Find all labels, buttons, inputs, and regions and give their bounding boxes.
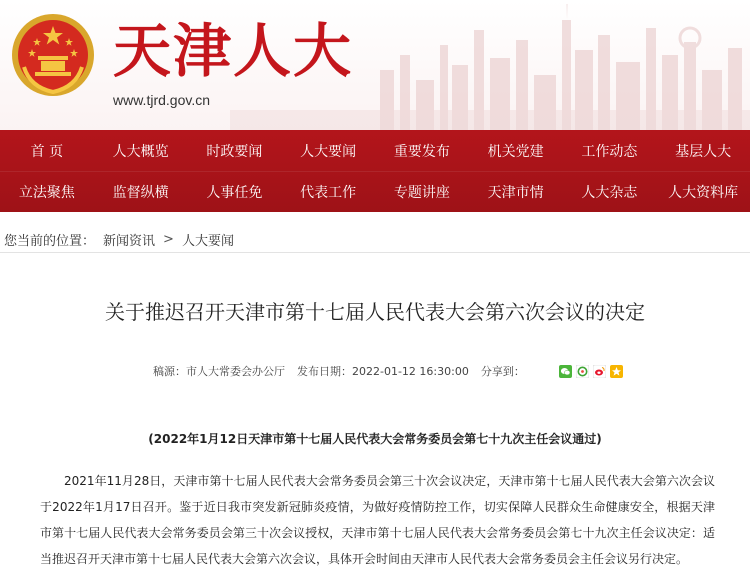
nav-item-home[interactable]: 首 页 <box>30 143 64 160</box>
nav-item-work-updates[interactable]: 工作动态 <box>581 143 638 160</box>
wechat-icon[interactable] <box>559 365 572 378</box>
nav-item-overview[interactable]: 人大概览 <box>112 143 169 160</box>
nav-row-1 <box>0 130 750 171</box>
site-title: 天津人大 <box>113 17 354 85</box>
nav-item-npc-news[interactable]: 人大要闻 <box>300 143 357 160</box>
article-source: 稿源：市人大常委会办公厅 <box>153 365 285 378</box>
nav-item-supervision[interactable]: 监督纵横 <box>112 185 169 201</box>
site-url: www.tjrd.gov.cn <box>113 92 210 108</box>
article-subhead: (2022年1月12日天津市第十七届人民代表大会常务委员会第七十九次主任会议通过) <box>148 432 602 446</box>
qzone-icon[interactable] <box>610 365 623 378</box>
nav-item-appointments[interactable]: 人事任免 <box>206 185 263 201</box>
nav-row-2 <box>0 171 750 212</box>
breadcrumb-link-news[interactable]: 新闻资讯 <box>103 234 156 249</box>
nav-item-deputy-work[interactable]: 代表工作 <box>300 185 357 201</box>
national-emblem-icon <box>10 12 96 98</box>
article-meta <box>153 363 623 379</box>
nav-item-database[interactable]: 人大资料库 <box>668 185 739 201</box>
nav-item-grassroots[interactable]: 基层人大 <box>675 143 732 160</box>
breadcrumb <box>0 227 750 253</box>
nav-item-lectures[interactable]: 专题讲座 <box>393 185 450 201</box>
article-date: 发布日期：2022-01-12 16:30:00 <box>297 365 469 378</box>
weibo-icon[interactable] <box>593 365 606 378</box>
breadcrumb-prefix: 您当前的位置： <box>4 234 96 249</box>
article-title: 关于推迟召开天津市第十七届人民代表大会第六次会议的决定 <box>105 300 645 324</box>
nav-item-legislation[interactable]: 立法聚焦 <box>18 185 75 201</box>
nav-item-magazine[interactable]: 人大杂志 <box>581 185 638 201</box>
article-body: 2021年11月28日，天津市第十七届人民代表大会常务委员会第三十次会议决定，天津市第十七届人民代表大会第六次会议于2022年1月17日召开。鉴于近日我市突发新冠肺炎疫情，为做好疫情防控工作，切实保障人民群众生命健康安全，根据天津市第十七届人民代表大会常务委员会第三十次会议授权，天津市第十七届人民代表大会常务委员会第七十九次主任会议决定：适当推迟召开天津市第十七届人民代表大会第六次会议，具体开会时间由天津市人民代表大会常务委员会主任会议另行决定。 <box>40 474 715 566</box>
main-navigation <box>0 130 750 212</box>
nav-item-political-news[interactable]: 时政要闻 <box>206 143 263 160</box>
breadcrumb-separator: > <box>163 232 174 247</box>
share-label: 分享到： <box>480 365 525 378</box>
friends-circle-icon[interactable] <box>576 365 589 378</box>
nav-item-city-info[interactable]: 天津市情 <box>487 185 544 201</box>
share-icons <box>559 365 623 378</box>
nav-item-important-releases[interactable]: 重要发布 <box>393 143 450 160</box>
nav-item-party-building[interactable]: 机关党建 <box>487 143 544 160</box>
breadcrumb-link-npc-news[interactable]: 人大要闻 <box>181 234 234 249</box>
site-header <box>0 0 750 130</box>
